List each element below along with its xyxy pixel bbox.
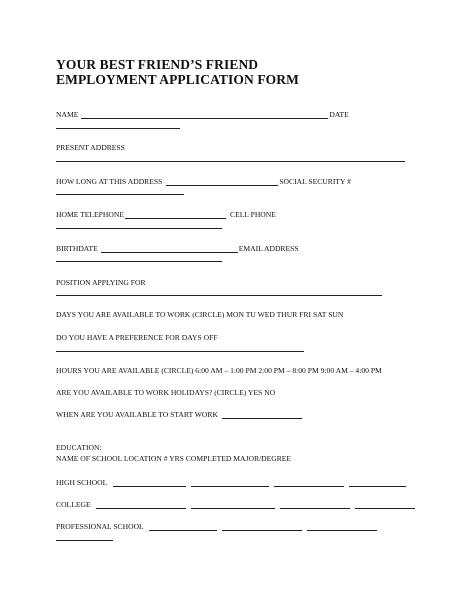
hours-label: HOURS YOU ARE AVAILABLE (CIRCLE) 6:00 AM – 1:00 PM 2:00 PM – 8:00 PM 9:00 AM – 4:00 PM bbox=[56, 366, 382, 375]
position-label: POSITION APPLYING FOR bbox=[56, 278, 146, 287]
days-available-row bbox=[56, 310, 343, 319]
name-field[interactable] bbox=[81, 111, 328, 119]
college-row bbox=[56, 500, 416, 509]
professional-school-label: PROFESSIONAL SCHOOL bbox=[56, 522, 144, 531]
education-columns bbox=[56, 454, 291, 463]
days-off-label: DO YOU HAVE A PREFERENCE FOR DAYS OFF bbox=[56, 333, 218, 342]
days-off-field[interactable] bbox=[56, 351, 304, 352]
college-years-field[interactable] bbox=[280, 501, 350, 509]
high-school-years-field[interactable] bbox=[274, 479, 344, 487]
ssn-label: SOCIAL SECURITY # bbox=[279, 177, 351, 186]
ssn-field[interactable] bbox=[56, 194, 184, 195]
start-work-field[interactable] bbox=[222, 411, 302, 419]
position-field[interactable] bbox=[56, 295, 382, 296]
name-row bbox=[56, 110, 349, 119]
high-school-row bbox=[56, 478, 407, 487]
how-long-field[interactable] bbox=[166, 178, 278, 186]
start-work-row bbox=[56, 410, 303, 419]
email-label: EMAIL ADDRESS bbox=[238, 244, 299, 253]
professional-school-row bbox=[56, 522, 378, 531]
days-available-label: DAYS YOU ARE AVAILABLE TO WORK (CIRCLE) MON TU WED THUR FRI SAT SUN bbox=[56, 310, 344, 319]
college-location-field[interactable] bbox=[191, 501, 275, 509]
position-row bbox=[56, 278, 146, 287]
name-label: NAME bbox=[56, 110, 79, 119]
professional-school-location-field[interactable] bbox=[222, 523, 302, 531]
college-label: COLLEGE bbox=[56, 500, 91, 509]
present-address-label: PRESENT ADDRESS bbox=[56, 143, 125, 152]
days-off-row bbox=[56, 333, 218, 342]
phone-row bbox=[56, 210, 276, 219]
birthdate-label: BIRTHDATE bbox=[56, 244, 98, 253]
home-telephone-label: HOME TELEPHONE bbox=[56, 210, 124, 219]
professional-school-name-field[interactable] bbox=[149, 523, 217, 531]
college-name-field[interactable] bbox=[96, 501, 186, 509]
form-title-line-1: YOUR BEST FRIEND’S FRIEND bbox=[56, 57, 259, 72]
high-school-location-field[interactable] bbox=[191, 479, 269, 487]
home-telephone-field[interactable] bbox=[125, 211, 226, 219]
start-work-label: WHEN ARE YOU AVAILABLE TO START WORK bbox=[56, 410, 218, 419]
present-address-row bbox=[56, 143, 125, 152]
professional-school-years-field[interactable] bbox=[307, 523, 377, 531]
holidays-row bbox=[56, 388, 275, 397]
education-heading bbox=[56, 443, 102, 452]
holidays-label: ARE YOU AVAILABLE TO WORK HOLIDAYS? (CIRCLE) YES NO bbox=[56, 388, 276, 397]
high-school-major-field[interactable] bbox=[349, 479, 406, 487]
how-long-row bbox=[56, 177, 351, 186]
professional-school-major-field[interactable] bbox=[56, 540, 113, 541]
date-field[interactable] bbox=[56, 128, 180, 129]
hours-row bbox=[56, 366, 382, 375]
birthdate-row bbox=[56, 244, 299, 253]
education-label: EDUCATION: bbox=[56, 443, 102, 452]
email-field[interactable] bbox=[56, 261, 222, 262]
form-title-line-2: EMPLOYMENT APPLICATION FORM bbox=[56, 72, 299, 87]
education-column-headers: NAME OF SCHOOL LOCATION # YRS COMPLETED MAJOR/DEGREE bbox=[56, 454, 292, 463]
present-address-field[interactable] bbox=[56, 161, 405, 162]
high-school-label: HIGH SCHOOL bbox=[56, 478, 108, 487]
how-long-label: HOW LONG AT THIS ADDRESS bbox=[56, 177, 163, 186]
high-school-name-field[interactable] bbox=[113, 479, 186, 487]
date-label: DATE bbox=[329, 110, 349, 119]
cell-phone-label: CELL PHONE bbox=[230, 210, 276, 219]
cell-phone-field[interactable] bbox=[56, 228, 222, 229]
college-major-field[interactable] bbox=[355, 501, 415, 509]
birthdate-field[interactable] bbox=[101, 245, 238, 253]
